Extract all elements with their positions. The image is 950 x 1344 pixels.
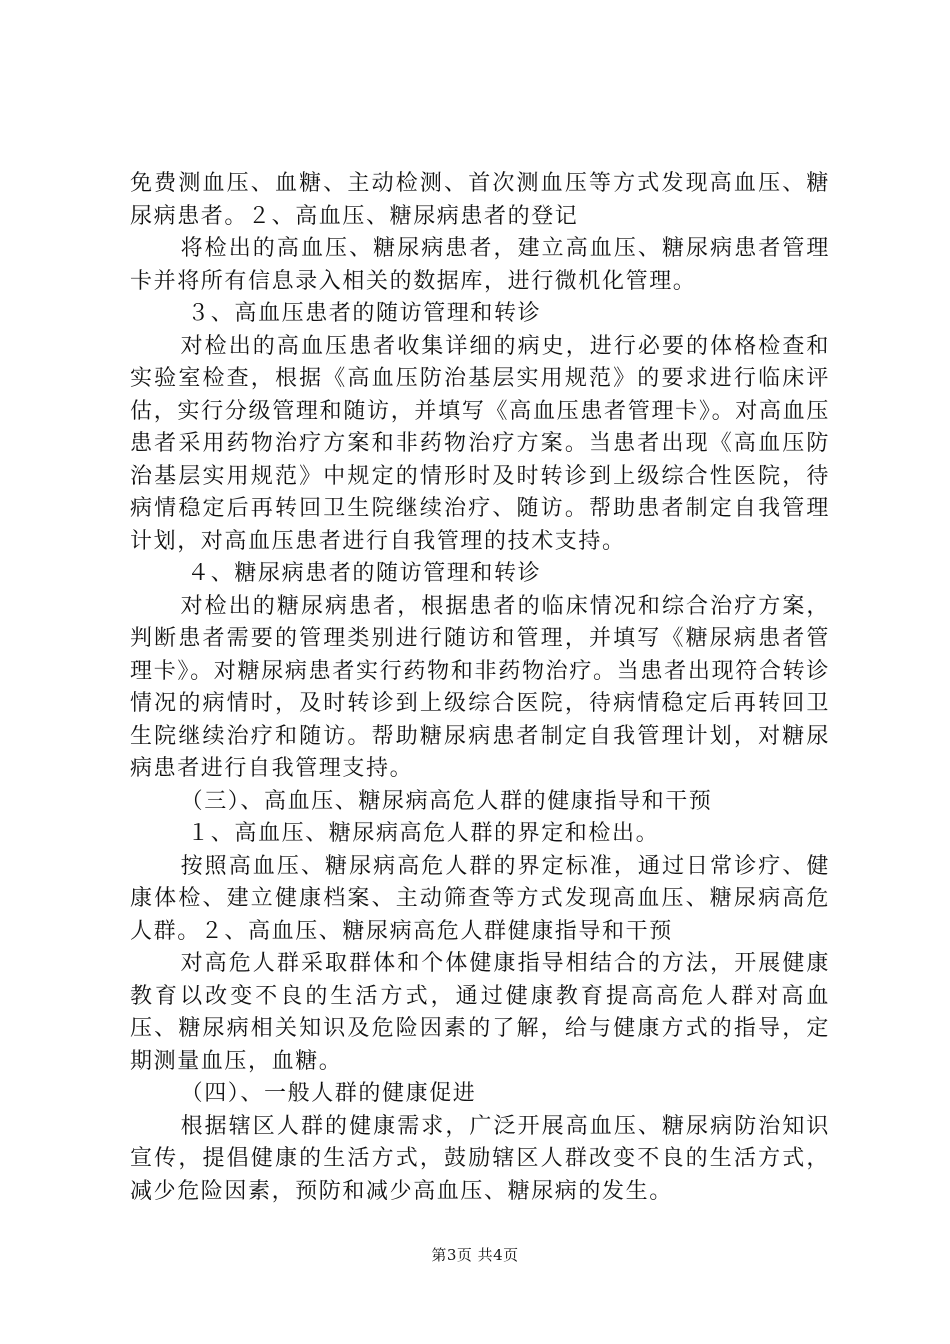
page-number-footer: 第3页 共4页: [431, 1246, 519, 1264]
heading-section-three: （三）、高血压、糖尿病高危人群的健康指导和干预: [180, 788, 713, 814]
heading-high-risk-identification: １、高血压、糖尿病高危人群的界定和检出。: [187, 821, 660, 846]
paragraph-hypertension-management: 对检出的高血压患者收集详细的病史，进行必要的体格检查和实验室检查，根据《高血压防治基层实用规范》的要求进行临床评估，实行分级管理和随访，并填写《高血压患者管理卡》。对高血压患者采用药物治疗方案和非药物治疗方案。当患者出现《高血压防治基层实用规范》中规定的情形时及时转诊到上级综合性医院，待病情稳定后再转回卫生院继续治疗、随访。帮助患者制定自我管理计划，对高血压患者进行自我管理的技术支持。: [130, 333, 830, 554]
heading-followup-diabetes: ４、糖尿病患者的随访管理和转诊: [187, 561, 542, 586]
paragraph-health-promotion: 根据辖区人群的健康需求，广泛开展高血压、糖尿病防治知识宣传，提倡健康的生活方式，鼓励辖区人群改变不良的生活方式，减少危险因素，预防和减少高血压、糖尿病的发生。: [130, 1113, 830, 1204]
heading-followup-hypertension: ３、高血压患者的随访管理和转诊: [187, 301, 542, 326]
paragraph-high-risk-identification: 按照高血压、糖尿病高危人群的界定标准，通过日常诊疗、健康体检、建立健康档案、主动筛查等方式发现高血压、糖尿病高危人群。２、高血压、糖尿病高危人群健康指导和干预: [130, 853, 830, 944]
paragraph-diabetes-management: 对检出的糖尿病患者，根据患者的临床情况和综合治疗方案，判断患者需要的管理类别进行随访和管理，并填写《糖尿病患者管理卡》。对糖尿病患者实行药物和非药物治疗。当患者出现符合转诊情况的病情时，及时转诊到上级综合医院，待病情稳定后再转回卫生院继续治疗和随访。帮助糖尿病患者制定自我管理计划，对糖尿病患者进行自我管理支持。: [130, 593, 830, 781]
document-body: [130, 168, 830, 1208]
heading-section-four: （四）、一般人群的健康促进: [180, 1081, 477, 1106]
paragraph-1: 免费测血压、血糖、主动检测、首次测血压等方式发现高血压、糖尿病患者。２、高血压、糖尿病患者的登记: [130, 171, 830, 229]
paragraph-2: 将检出的高血压、糖尿病患者，建立高血压、糖尿病患者管理卡并将所有信息录入相关的数据库，进行微机化管理。: [130, 236, 830, 294]
paragraph-high-risk-guidance: 对高危人群采取群体和个体健康指导相结合的方法，开展健康教育以改变不良的生活方式，通过健康教育提高高危人群对高血压、糖尿病相关知识及危险因素的了解，给与健康方式的指导，定期测量血压，血糖。: [130, 951, 830, 1074]
